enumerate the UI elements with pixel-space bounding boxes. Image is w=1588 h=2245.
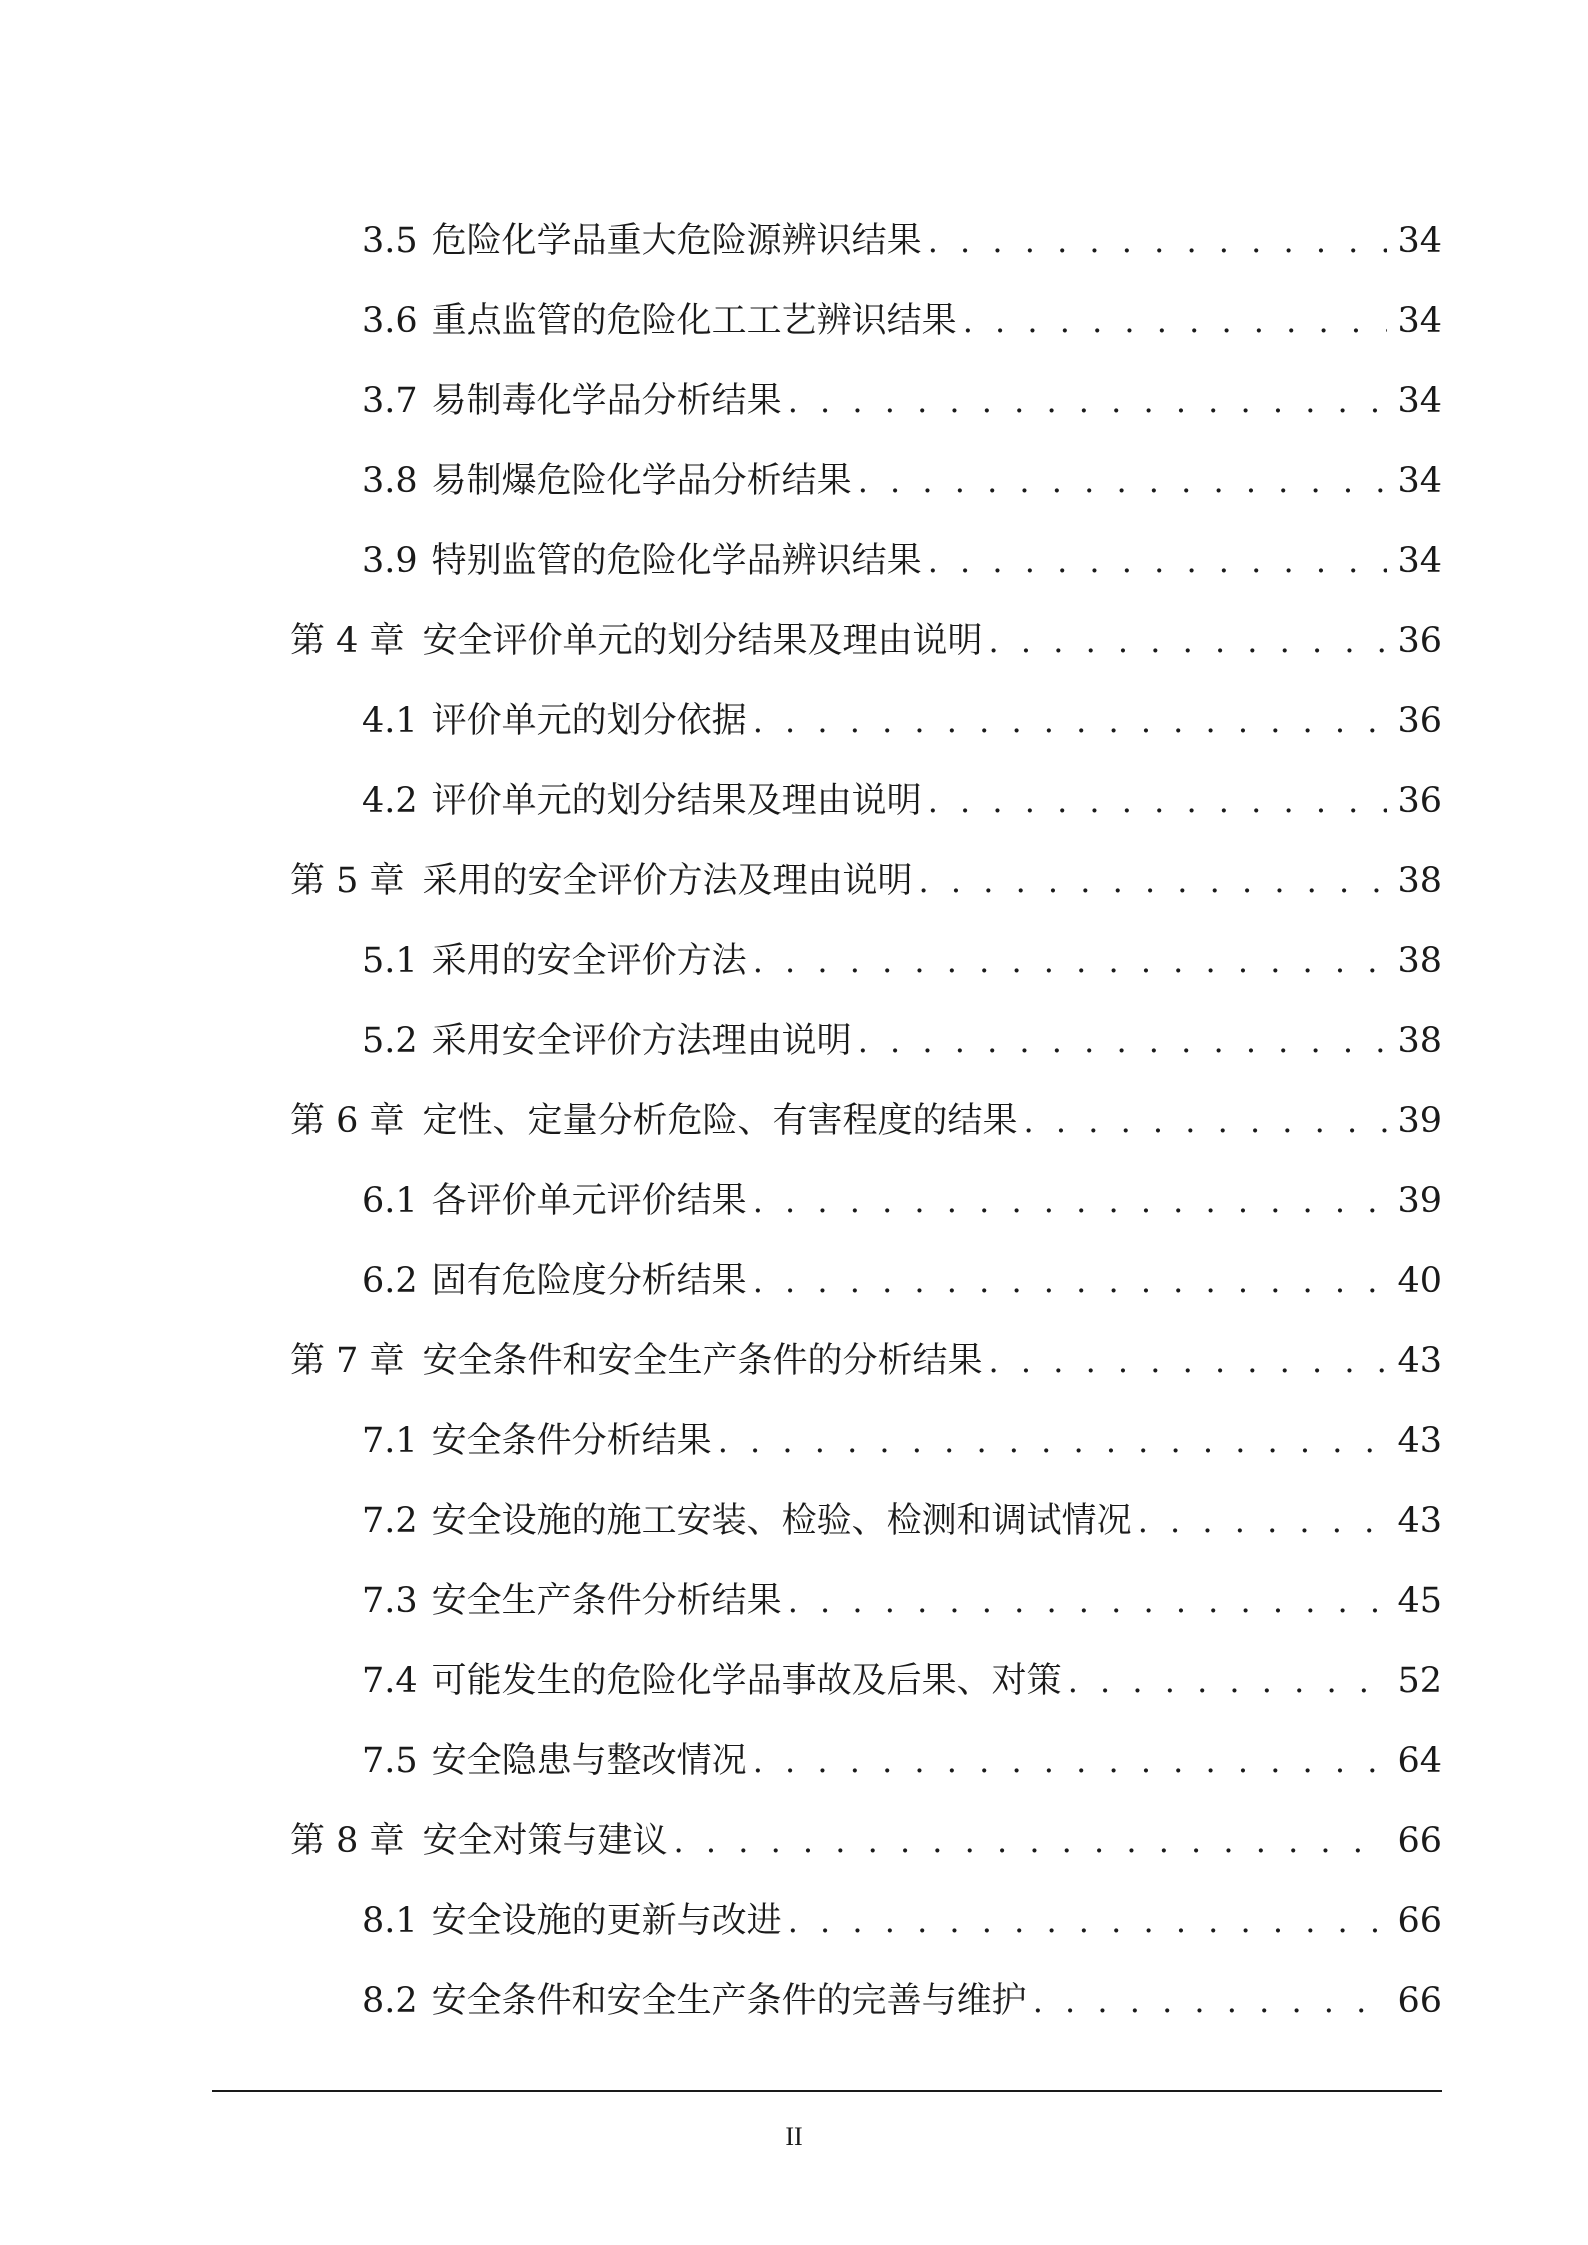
toc-chapter-entry[interactable] (290, 851, 1442, 911)
toc-chapter-title: 安全条件和安全生产条件的分析结果 (422, 1341, 983, 1381)
toc-section-title: 安全条件和安全生产条件的完善与维护 (431, 1981, 1027, 2021)
footer-page-number: II (785, 2122, 803, 2151)
toc-section-title: 采用安全评价方法理由说明 (431, 1021, 852, 1061)
toc-section-number: 7.2 (362, 1501, 418, 1541)
toc-page-number: 39 (1397, 1101, 1442, 1141)
toc-section-title: 采用的安全评价方法 (431, 941, 747, 981)
toc-entry[interactable] (362, 1731, 1442, 1791)
toc-chapter-entry[interactable] (290, 611, 1442, 671)
toc-chapter-entry[interactable] (290, 1811, 1442, 1871)
toc-page-number: 64 (1397, 1741, 1442, 1781)
toc-dot-leader (989, 611, 1388, 671)
toc-section-title: 安全隐患与整改情况 (431, 1741, 747, 1781)
toc-section-number: 7.3 (362, 1581, 418, 1621)
toc-entry[interactable] (362, 931, 1442, 991)
toc-dot-leader (963, 291, 1388, 351)
toc-dot-leader (928, 771, 1388, 831)
toc-chapter-number: 第 5 章 (290, 861, 405, 901)
toc-section-title: 固有危险度分析结果 (431, 1261, 747, 1301)
toc-section-number: 3.7 (362, 381, 418, 421)
toc-section-number: 8.1 (362, 1901, 418, 1941)
toc-dot-leader (1024, 1091, 1388, 1151)
toc-page-number: 43 (1397, 1421, 1442, 1461)
toc-section-title: 安全条件分析结果 (431, 1421, 712, 1461)
toc-dot-leader (1138, 1491, 1388, 1551)
toc-section-title: 可能发生的危险化学品事故及后果、对策 (431, 1661, 1062, 1701)
toc-page-number: 66 (1397, 1901, 1442, 1941)
toc-dot-leader (753, 1251, 1388, 1311)
toc-entry[interactable] (362, 1251, 1442, 1311)
toc-page-number: 34 (1397, 461, 1442, 501)
toc-dot-leader (989, 1331, 1388, 1391)
toc-entry[interactable] (362, 1411, 1442, 1471)
toc-entry[interactable] (362, 691, 1442, 751)
toc-chapter-title: 安全对策与建议 (422, 1821, 668, 1861)
toc-section-number: 3.6 (362, 301, 418, 341)
toc-chapter-number: 第 7 章 (290, 1341, 405, 1381)
toc-entry[interactable] (362, 531, 1442, 591)
toc-section-title: 易制毒化学品分析结果 (431, 381, 782, 421)
toc-entry[interactable] (362, 211, 1442, 271)
toc-page-number: 43 (1397, 1341, 1442, 1381)
toc-section-title: 各评价单元评价结果 (431, 1181, 747, 1221)
toc-chapter-number: 第 8 章 (290, 1821, 405, 1861)
toc-entry[interactable] (362, 371, 1442, 431)
toc-page-number: 66 (1397, 1981, 1442, 2021)
toc-entry[interactable] (362, 1891, 1442, 1951)
toc-page-number: 34 (1397, 381, 1442, 421)
toc-page-number: 40 (1397, 1261, 1442, 1301)
toc-section-title: 特别监管的危险化学品辨识结果 (431, 541, 922, 581)
toc-dot-leader (858, 1011, 1388, 1071)
footer-divider (212, 2090, 1442, 2092)
toc-page-number: 52 (1397, 1661, 1442, 1701)
toc-section-number: 8.2 (362, 1981, 418, 2021)
toc-section-title: 危险化学品重大危险源辨识结果 (431, 221, 922, 261)
toc-chapter-entry[interactable] (290, 1331, 1442, 1391)
toc-entry[interactable] (362, 1491, 1442, 1551)
toc-chapter-number: 第 6 章 (290, 1101, 405, 1141)
toc-dot-leader (718, 1411, 1388, 1471)
toc-chapter-title: 安全评价单元的划分结果及理由说明 (422, 621, 983, 661)
toc-chapter-title: 采用的安全评价方法及理由说明 (422, 861, 913, 901)
toc-dot-leader (753, 691, 1388, 751)
toc-entry[interactable] (362, 771, 1442, 831)
toc-section-number: 7.5 (362, 1741, 418, 1781)
toc-section-number: 4.2 (362, 781, 418, 821)
toc-dot-leader (753, 1731, 1388, 1791)
toc-entry[interactable] (362, 1971, 1442, 2031)
toc-chapter-title: 定性、定量分析危险、有害程度的结果 (422, 1101, 1018, 1141)
toc-section-number: 4.1 (362, 701, 418, 741)
toc-section-title: 评价单元的划分依据 (431, 701, 747, 741)
toc-section-number: 5.1 (362, 941, 418, 981)
toc-entry[interactable] (362, 291, 1442, 351)
toc-page-number: 34 (1397, 221, 1442, 261)
toc-section-number: 3.8 (362, 461, 418, 501)
toc-section-number: 3.9 (362, 541, 418, 581)
toc-chapter-number: 第 4 章 (290, 621, 405, 661)
toc-section-number: 6.1 (362, 1181, 418, 1221)
toc-dot-leader (1033, 1971, 1388, 2031)
toc-entry[interactable] (362, 1171, 1442, 1231)
toc-section-title: 重点监管的危险化工工艺辨识结果 (431, 301, 957, 341)
toc-dot-leader (928, 211, 1388, 271)
toc-chapter-entry[interactable] (290, 1091, 1442, 1151)
toc-page-number: 34 (1397, 541, 1442, 581)
toc-entry[interactable] (362, 1011, 1442, 1071)
toc-section-title: 评价单元的划分结果及理由说明 (431, 781, 922, 821)
toc-dot-leader (928, 531, 1388, 591)
toc-section-title: 安全设施的施工安装、检验、检测和调试情况 (431, 1501, 1132, 1541)
toc-dot-leader (788, 1891, 1388, 1951)
toc-entry[interactable] (362, 451, 1442, 511)
toc-page-number: 39 (1397, 1181, 1442, 1221)
toc-page-number: 38 (1397, 861, 1442, 901)
toc-page-number: 45 (1397, 1581, 1442, 1621)
toc-page-number: 34 (1397, 301, 1442, 341)
toc-page-number: 38 (1397, 1021, 1442, 1061)
toc-dot-leader (788, 1571, 1388, 1631)
toc-dot-leader (753, 931, 1388, 991)
toc-dot-leader (858, 451, 1388, 511)
toc-dot-leader (919, 851, 1388, 911)
toc-page-number: 36 (1397, 701, 1442, 741)
toc-section-number: 3.5 (362, 221, 418, 261)
toc-section-number: 5.2 (362, 1021, 418, 1061)
toc-entry[interactable] (362, 1651, 1442, 1711)
toc-page-number: 38 (1397, 941, 1442, 981)
toc-page-number: 36 (1397, 781, 1442, 821)
toc-page-number: 36 (1397, 621, 1442, 661)
toc-page-number: 66 (1397, 1821, 1442, 1861)
toc-section-title: 安全设施的更新与改进 (431, 1901, 782, 1941)
toc-entry[interactable] (362, 1571, 1442, 1631)
toc-section-number: 6.2 (362, 1261, 418, 1301)
toc-section-title: 安全生产条件分析结果 (431, 1581, 782, 1621)
toc-page-number: 43 (1397, 1501, 1442, 1541)
toc-dot-leader (674, 1811, 1388, 1871)
toc-dot-leader (753, 1171, 1388, 1231)
toc-dot-leader (1068, 1651, 1388, 1711)
toc-section-title: 易制爆危险化学品分析结果 (431, 461, 852, 501)
toc-section-number: 7.4 (362, 1661, 418, 1701)
toc-dot-leader (788, 371, 1388, 431)
toc-section-number: 7.1 (362, 1421, 418, 1461)
